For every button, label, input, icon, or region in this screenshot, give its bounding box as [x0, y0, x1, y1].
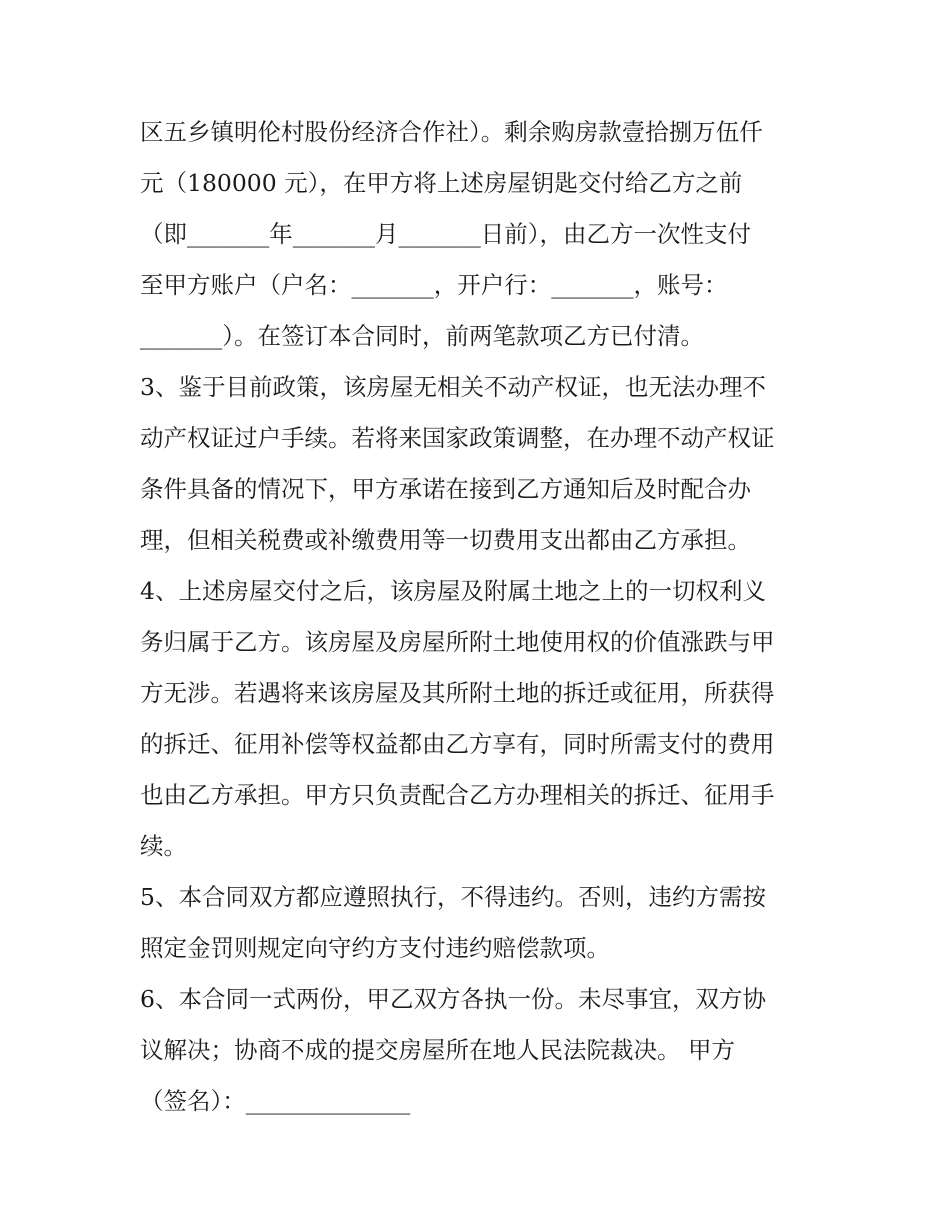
- text-line: （即_______年_______月_______日前），由乙方一次性支付: [140, 220, 751, 248]
- text-line: 至甲方账户（户名：_______，开户行：_______，账号：: [140, 271, 728, 299]
- text-line: 条件具备的情况下，甲方承诺在接到乙方通知后及时配合办: [140, 475, 751, 503]
- text-line: 动产权证过户手续。若将来国家政策调整，在办理不动产权证: [140, 424, 775, 452]
- text-line: 的拆迁、征用补偿等权益都由乙方享有，同时所需支付的费用: [140, 730, 775, 758]
- text-line: 议解决；协商不成的提交房屋所在地人民法院裁决。 甲方: [140, 1036, 735, 1064]
- text-line: 续。: [140, 832, 187, 860]
- clause-4-line: 4、上述房屋交付之后，该房屋及附属土地之上的一切权利义: [140, 577, 766, 605]
- clause-3-line: 3、鉴于目前政策，该房屋无相关不动产权证，也无法办理不: [140, 373, 766, 401]
- text-line: 务归属于乙方。该房屋及房屋所附土地使用权的价值涨跌与甲: [140, 628, 775, 656]
- clause-5-line: 5、本合同双方都应遵照执行，不得违约。否则，违约方需按: [140, 883, 766, 911]
- text-line: _______）。在签订本合同时，前两笔款项乙方已付清。: [140, 322, 704, 350]
- text-line: 方无涉。若遇将来该房屋及其所附土地的拆迁或征用，所获得: [140, 679, 775, 707]
- contract-text: [140, 107, 830, 1127]
- text-line: 也由乙方承担。甲方只负责配合乙方办理相关的拆迁、征用手: [140, 781, 775, 809]
- signature-line: （签名）：______________: [140, 1087, 411, 1115]
- text-line: 照定金罚则规定向守约方支付违约赔偿款项。: [140, 934, 610, 962]
- text-line: 理，但相关税费或补缴费用等一切费用支出都由乙方承担。: [140, 526, 751, 554]
- clause-6-line: 6、本合同一式两份，甲乙双方各执一份。未尽事宜，双方协: [140, 985, 766, 1013]
- text-line: 元（180000 元），在甲方将上述房屋钥匙交付给乙方之前: [140, 169, 743, 197]
- text-line: 区五乡镇明伦村股份经济合作社）。剩余购房款壹拾捌万伍仟: [140, 118, 763, 146]
